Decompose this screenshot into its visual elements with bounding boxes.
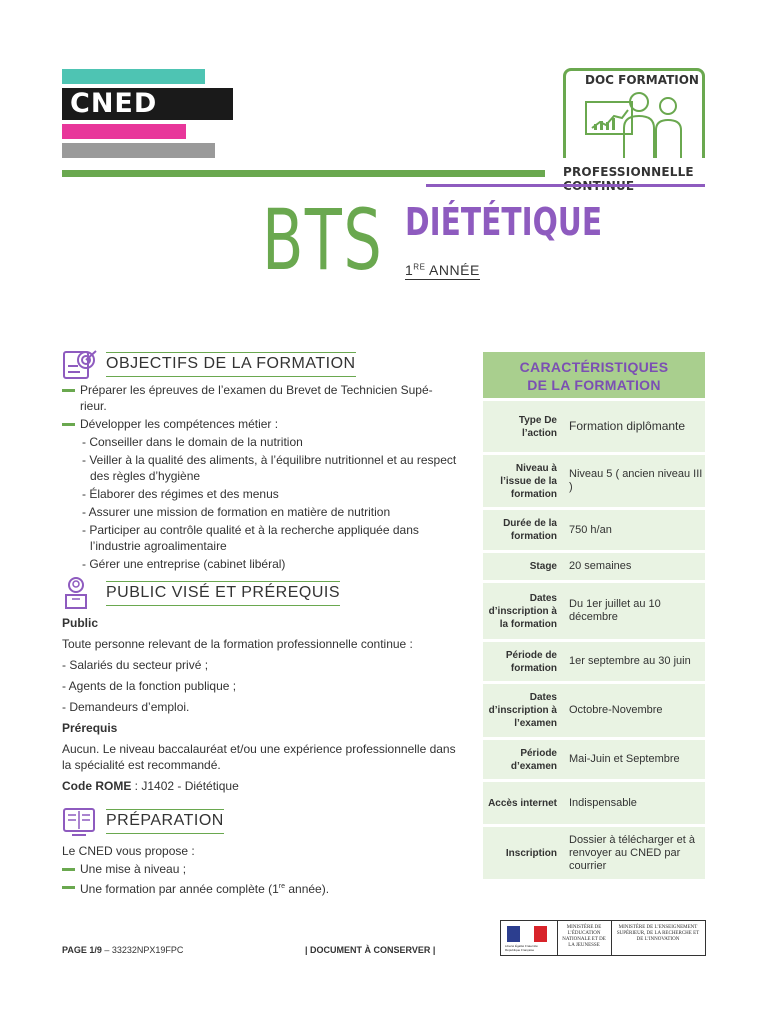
cned-logo: CNED (70, 88, 158, 119)
public-line: - Agents de la fonction publique ; (62, 679, 237, 693)
ministry-education: MINISTÈRE DE L’ÉDUCATION NATIONALE ET DE LA JEUNESSE (562, 925, 606, 948)
sub-list-item: - Conseiller dans le domain de la nutrition (82, 435, 303, 449)
logo-bar-pink (62, 124, 186, 139)
table-row: Inscription Dossier à télécharger et à renvoyer au CNED par courrier (483, 827, 705, 879)
list-item: Une mise à niveau ; (62, 861, 458, 877)
sub-list-item: - Élaborer des régimes et des menus (82, 487, 279, 501)
user-icon (62, 577, 98, 609)
sub-list-item: - Veiller à la qualité des aliments, à l’équilibre nutritionnel et au respect des règles d’hygiène (82, 453, 457, 483)
rome-code: Code ROME : J1402 - Diététique (62, 779, 239, 793)
section-heading-public: PUBLIC VISÉ ET PRÉREQUIS (106, 581, 340, 606)
logo-bar-grey (62, 143, 215, 158)
list-item: Préparer les épreuves de l’examen du Brevet de Technicien Supé-rieur. (62, 382, 458, 414)
table-row: Période d’examen Mai-Juin et Septembre (483, 740, 705, 779)
badge-title: DOC FORMATION (585, 73, 699, 87)
table-row: Accès internet Indispensable (483, 782, 705, 824)
table-row: Dates d’inscription à la formation Du 1er juillet au 10 décembre (483, 583, 705, 639)
public-line: - Demandeurs d’emploi. (62, 700, 190, 714)
table-heading: CARACTÉRISTIQUES DE LA FORMATION (483, 352, 705, 398)
table-row: Dates d’inscription à l’examen Octobre-Novembre (483, 684, 705, 737)
sub-list-item: - Participer au contrôle qualité et à la recherche appliquée dans l’industrie agroalimentaire (82, 523, 419, 553)
prereq-label: Prérequis (62, 721, 118, 735)
sub-list-item: - Assurer une mission de formation en matière de nutrition (82, 505, 391, 519)
header-divider-purple (426, 184, 705, 187)
list-item: Une formation par année complète (1re année). (62, 879, 458, 897)
table-row: Type De l’action Formation diplômante (483, 401, 705, 452)
table-row: Durée de la formation 750 h/an (483, 510, 705, 550)
preparation-intro: Le CNED vous propose : (62, 844, 195, 858)
section-heading-preparation: PRÉPARATION (106, 809, 224, 834)
public-label: Public (62, 616, 99, 630)
prereq-text: Aucun. Le niveau baccalauréat et/ou une expérience professionnelle dans la spécialité est recommandé. (62, 742, 456, 772)
ministry-higher-education: MINISTÈRE DE L’ENSEIGNEMENT SUPÉRIEUR, DE LA RECHERCHE ET DE L’INNOVATION (616, 925, 700, 942)
table-row: Période de formation 1er septembre au 30 juin (483, 642, 705, 681)
ministry-logos (500, 920, 706, 956)
objectifs-list (62, 382, 458, 572)
badge-subtitle: PROFESSIONNELLE (563, 165, 694, 179)
section-heading-objectifs: OBJECTIFS DE LA FORMATION (106, 352, 356, 377)
header-divider-green (62, 170, 545, 177)
logo-bar-teal (62, 69, 205, 84)
specialty-title: DIÉTÉTIQUE (405, 200, 603, 244)
sub-list-item: - Gérer une entreprise (cabinet libéral) (82, 557, 286, 571)
public-intro: Toute personne relevant de la formation professionnelle continue : (62, 637, 413, 651)
list-item: Développer les compétences métier : (62, 416, 458, 432)
public-line: - Salariés du secteur privé ; (62, 658, 209, 672)
republic-motto: Liberté Égalité Fraternité République Française (505, 944, 538, 952)
public-content (62, 615, 458, 794)
diploma-title: BTS (262, 191, 384, 289)
table-row: Niveau à l’issue de la formation Niveau 5 ( ancien niveau III ) (483, 455, 705, 507)
preparation-content (62, 843, 458, 897)
presentation-icon (584, 88, 688, 158)
year-label: 1RE ANNÉE (405, 262, 480, 278)
table-row: Stage 20 semaines (483, 553, 705, 580)
target-icon (62, 348, 98, 380)
document-notice: | DOCUMENT À CONSERVER | (305, 945, 436, 955)
marianne-logo-icon (507, 926, 547, 942)
page-number: PAGE 1/9 – 33232NPX19FPC (62, 945, 184, 955)
book-icon (62, 806, 98, 838)
